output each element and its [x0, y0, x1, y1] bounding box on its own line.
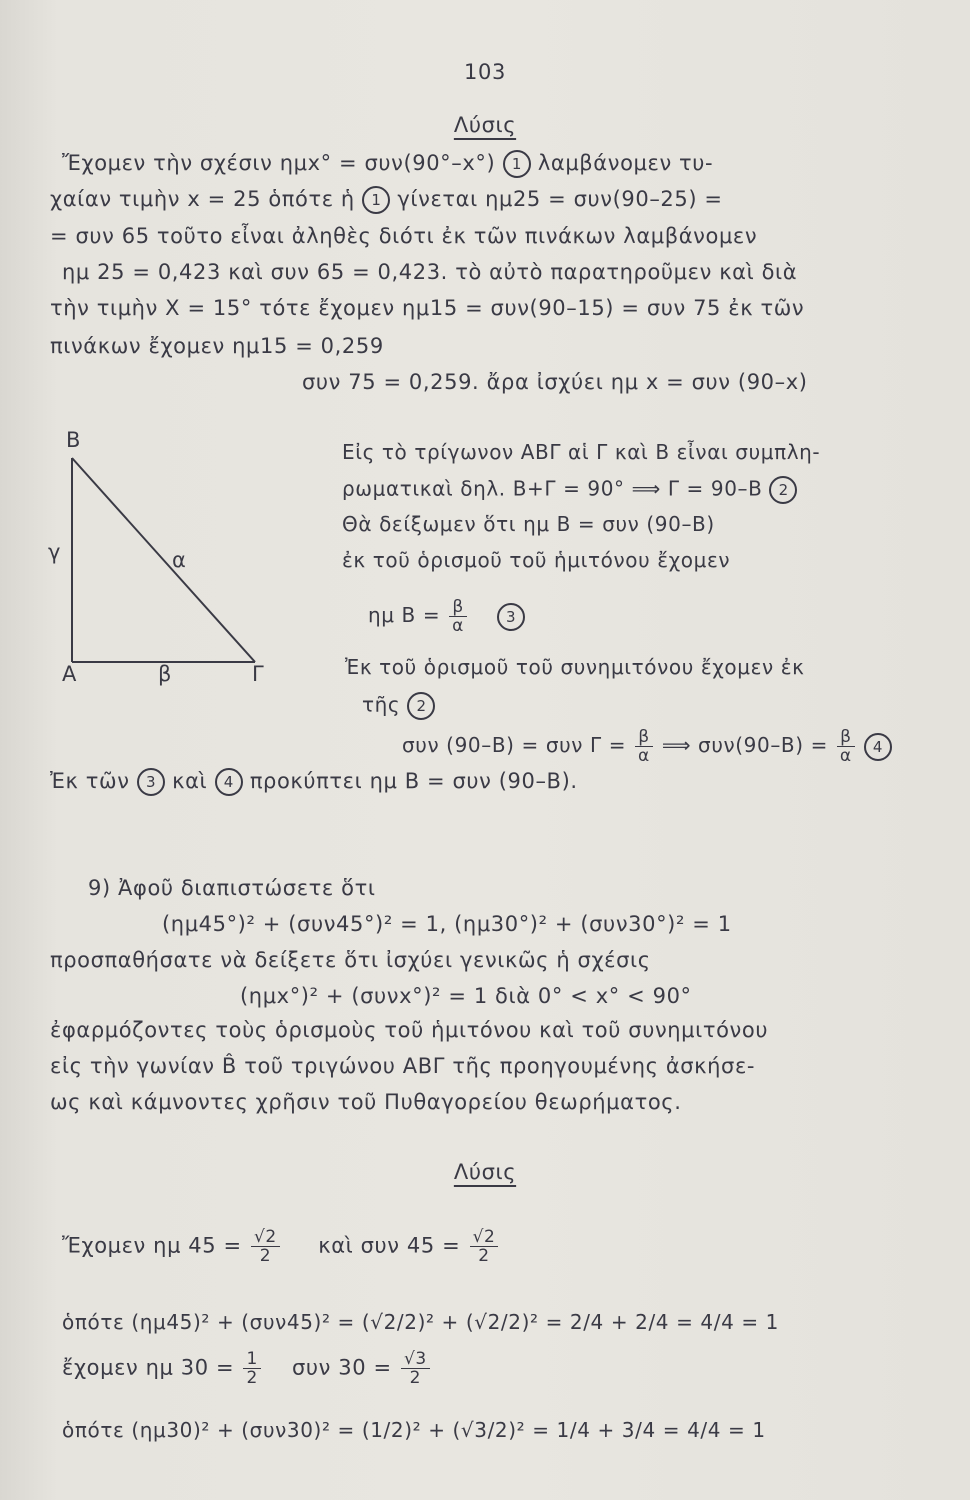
denominator: α [638, 746, 650, 766]
text-span: χαίαν τιμὴν x = 25 ὁπότε ἡ [50, 187, 355, 211]
triangle-figure [60, 440, 280, 690]
text-line: προσπαθήσατε νὰ δείξετε ὅτι ἰσχύει γενικῶς ἡ σχέσις [50, 948, 651, 972]
text-line: ως καὶ κάμνοντες χρῆσιν τοῦ Πυθαγορείου θεωρήματος. [50, 1090, 682, 1114]
numerator: √2 [251, 1228, 280, 1247]
circled-number: 4 [864, 733, 892, 761]
text-line: ἐκ τοῦ ὁρισμοῦ τοῦ ἡμιτόνου ἔχομεν [342, 548, 731, 572]
numerator: β [635, 728, 652, 747]
circled-number: 2 [407, 692, 435, 720]
text-line: ὁπότε (ημ30)² + (συν30)² = (1/2)² + (√3/2)² = 1/4 + 3/4 = 4/4 = 1 [62, 1418, 766, 1442]
side-alpha-label: α [172, 548, 186, 572]
text-span: ημ Β = [368, 603, 441, 627]
vertex-g-label: Γ [252, 662, 264, 686]
text-line: Εἰς τὸ τρίγωνον ΑΒΓ αἱ Γ καὶ Β εἶναι συμπλη- [342, 440, 821, 464]
side-gamma-label: γ [48, 540, 61, 564]
text-span: ρωματικαὶ δηλ. Β+Γ = 90° ⟹ Γ = 90–Β [342, 476, 763, 501]
circled-number: 2 [769, 476, 797, 504]
denominator: 2 [259, 1246, 272, 1266]
numerator: √2 [470, 1228, 499, 1247]
denominator: 2 [409, 1368, 422, 1388]
exercise-9-intro: 9) Ἀφοῦ διαπιστώσετε ὅτι [88, 876, 376, 900]
text-line [62, 1228, 500, 1265]
circled-number: 3 [497, 603, 525, 631]
section-heading-2: Λύσις [453, 1160, 517, 1184]
conclusion-line [50, 768, 578, 796]
text-span: συν 30 = [292, 1355, 392, 1380]
text-span: Ἐκ τῶν [50, 769, 130, 793]
text-line: συν 75 = 0,259. ἄρα ἰσχύει ημ x = συν (90–x) [302, 370, 808, 394]
fraction [635, 728, 653, 765]
text-span: καὶ [172, 769, 208, 793]
fraction [243, 1350, 260, 1387]
text-span: συν (90–Β) = συν Γ = [402, 733, 627, 757]
fraction [401, 1350, 430, 1387]
fraction [470, 1228, 499, 1265]
text-line: ὁπότε (ημ45)² + (συν45)² = (√2/2)² + (√2/2)² = 2/4 + 2/4 = 4/4 = 1 [62, 1310, 779, 1334]
numerator: β [449, 598, 466, 617]
equation-3 [368, 598, 525, 635]
side-bg [72, 458, 255, 662]
text-line: τὴν τιμὴν X = 15° τότε ἔχομεν ημ15 = συν(90–15) = συν 75 ἐκ τῶν [50, 296, 805, 320]
section-heading-1: Λύσις [453, 113, 517, 137]
text-line: ἐφαρμόζοντες τοὺς ὁρισμοὺς τοῦ ἡμιτόνου καὶ τοῦ συνημιτόνου [50, 1018, 769, 1042]
side-beta-label: β [158, 662, 172, 686]
numerator: √3 [401, 1350, 430, 1369]
text-span: προκύπτει ημ Β = συν (90–Β). [249, 769, 578, 793]
text-line: Ἐκ τοῦ ὁρισμοῦ τοῦ συνημιτόνου ἔχομεν ἐκ [345, 655, 805, 679]
fraction [837, 728, 855, 765]
numerator: 1 [243, 1350, 260, 1369]
text-line [362, 692, 435, 720]
text-line [342, 476, 797, 504]
denominator: 2 [478, 1246, 490, 1266]
denominator: α [839, 746, 852, 766]
text-span: Ἔχομεν τὴν σχέσιν ημx° = συν(90°–x°) [62, 151, 496, 175]
circled-number: 3 [137, 768, 165, 796]
text-span: λαμβάνομεν τυ- [537, 151, 714, 175]
text-line: Θὰ δείξωμεν ὅτι ημ Β = συν (90–Β) [342, 512, 715, 536]
denominator: 2 [246, 1368, 258, 1388]
equation-4 [402, 728, 892, 765]
text-line [62, 1350, 432, 1387]
text-span: Ἔχομεν ημ 45 = [62, 1233, 242, 1258]
fraction [251, 1228, 280, 1265]
text-span: ⟹ συν(90–Β) = [661, 733, 828, 757]
text-line: = συν 65 τοῦτο εἶναι ἀληθὲς διότι ἐκ τῶν πινάκων λαμβάνομεν [50, 224, 758, 248]
text-line: πινάκων ἔχομεν ημ15 = 0,259 [50, 334, 384, 358]
page-number: 103 [464, 60, 506, 84]
text-line: εἰς τὴν γωνίαν B̂ τοῦ τριγώνου ΑΒΓ τῆς προηγουμένης ἀσκήσε- [50, 1054, 756, 1078]
numerator: β [837, 728, 854, 747]
circled-number: 1 [503, 150, 531, 178]
text-span: καὶ συν 45 = [318, 1233, 461, 1258]
text-span: τῆς [362, 692, 401, 717]
circled-number: 1 [362, 186, 390, 214]
vertex-a-label: A [62, 662, 77, 686]
denominator: α [452, 616, 464, 636]
vertex-b-label: B [66, 428, 81, 452]
text-line: ημ 25 = 0,423 καὶ συν 65 = 0,423. τὸ αὐτὸ παρατηροῦμεν καὶ διὰ [62, 260, 798, 284]
fraction [449, 598, 467, 635]
circled-number: 4 [215, 768, 243, 796]
text-line [62, 150, 713, 178]
text-span: ἔχομεν ημ 30 = [62, 1355, 235, 1380]
text-line: (ημx°)² + (συνx°)² = 1 διὰ 0° < x° < 90° [240, 984, 692, 1008]
text-line: (ημ45°)² + (συν45°)² = 1, (ημ30°)² + (συν30°)² = 1 [162, 912, 732, 936]
text-span: γίνεται ημ25 = συν(90–25) = [397, 187, 723, 211]
text-line [50, 186, 723, 214]
